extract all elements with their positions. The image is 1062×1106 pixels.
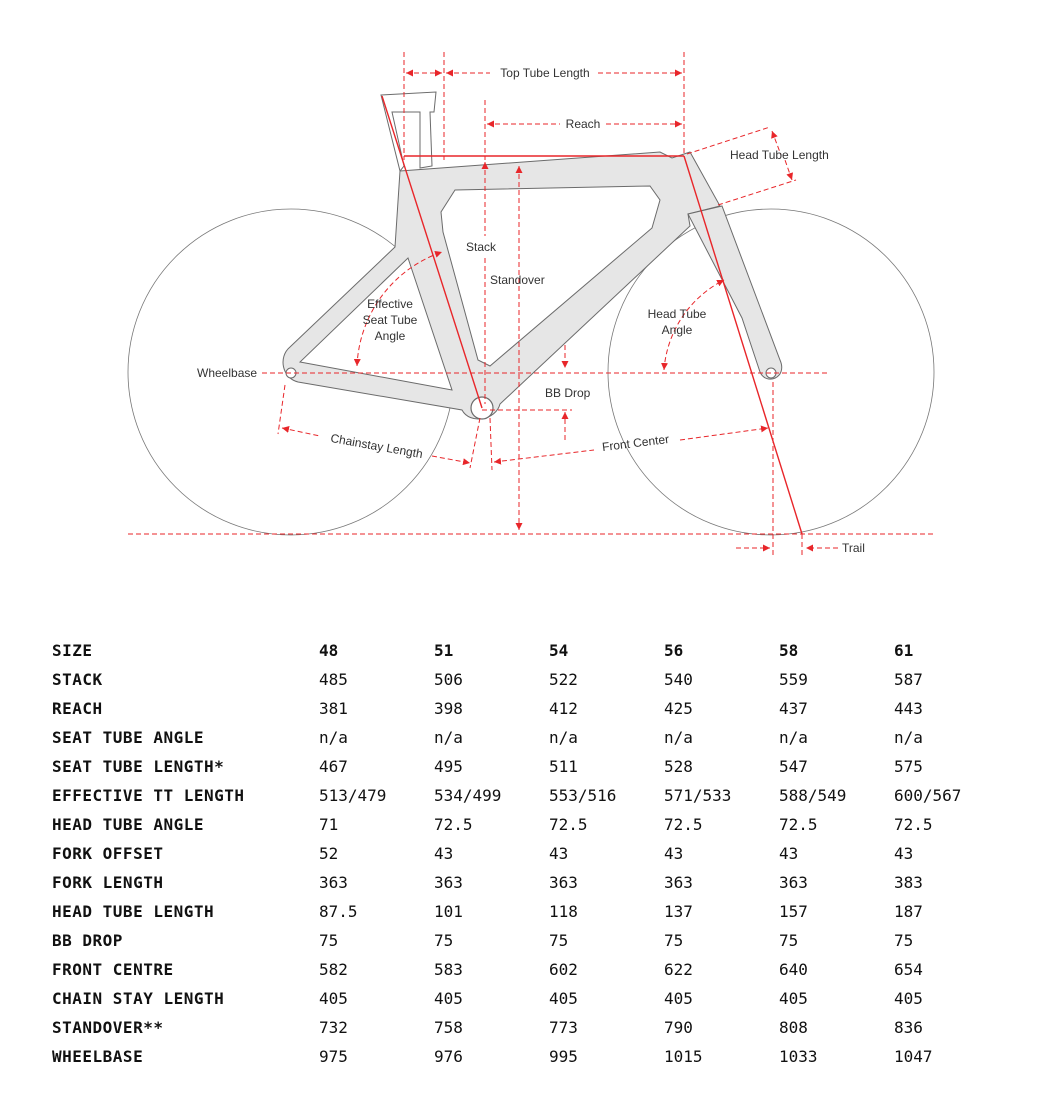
table-row bbox=[52, 984, 1009, 1013]
table-cell: 534/499 bbox=[434, 786, 502, 805]
table-cell: 52 bbox=[319, 844, 339, 863]
size-header-cell: 51 bbox=[434, 641, 454, 660]
row-label: BB DROP bbox=[52, 931, 123, 950]
table-cell: 405 bbox=[549, 989, 578, 1008]
table-cell: 398 bbox=[434, 699, 463, 718]
label-top-tube-length: Top Tube Length bbox=[500, 66, 590, 80]
table-cell: 75 bbox=[434, 931, 454, 950]
size-header-cell: 54 bbox=[549, 641, 569, 660]
table-cell: 467 bbox=[319, 757, 348, 776]
table-cell: 43 bbox=[434, 844, 454, 863]
table-cell: 157 bbox=[779, 902, 808, 921]
row-label: SEAT TUBE ANGLE bbox=[52, 728, 204, 747]
table-cell: 72.5 bbox=[549, 815, 588, 834]
table-cell: 1033 bbox=[779, 1047, 818, 1066]
table-cell: 522 bbox=[549, 670, 578, 689]
table-cell: 540 bbox=[664, 670, 693, 689]
table-cell: 575 bbox=[894, 757, 923, 776]
table-cell: 363 bbox=[779, 873, 808, 892]
table-cell: 118 bbox=[549, 902, 578, 921]
table-row bbox=[52, 723, 1009, 752]
table-cell: 72.5 bbox=[434, 815, 473, 834]
table-cell: 425 bbox=[664, 699, 693, 718]
table-row bbox=[52, 752, 1009, 781]
table-cell: 654 bbox=[894, 960, 923, 979]
table-cell: 437 bbox=[779, 699, 808, 718]
table-cell: 137 bbox=[664, 902, 693, 921]
table-cell: 75 bbox=[664, 931, 684, 950]
table-cell: 528 bbox=[664, 757, 693, 776]
table-cell: 547 bbox=[779, 757, 808, 776]
table-row bbox=[52, 694, 1009, 723]
table-cell: 75 bbox=[319, 931, 339, 950]
seatpost bbox=[381, 92, 436, 171]
table-row bbox=[52, 926, 1009, 955]
table-cell: 363 bbox=[664, 873, 693, 892]
table-cell: 405 bbox=[894, 989, 923, 1008]
table-cell: 75 bbox=[779, 931, 799, 950]
table-cell: n/a bbox=[894, 728, 923, 747]
table-cell: 43 bbox=[664, 844, 684, 863]
row-label: CHAIN STAY LENGTH bbox=[52, 989, 225, 1008]
table-cell: 1047 bbox=[894, 1047, 933, 1066]
row-label: FORK LENGTH bbox=[52, 873, 164, 892]
table-cell: 808 bbox=[779, 1018, 808, 1037]
table-cell: 600/567 bbox=[894, 786, 962, 805]
size-header-row bbox=[52, 636, 1009, 665]
row-label: HEAD TUBE LENGTH bbox=[52, 902, 215, 921]
geometry-table bbox=[52, 636, 1009, 1071]
size-header-label: SIZE bbox=[52, 641, 93, 660]
row-label: STACK bbox=[52, 670, 103, 689]
label-head-tube-angle-line2: Angle bbox=[661, 323, 693, 337]
table-cell: 187 bbox=[894, 902, 923, 921]
table-cell: 405 bbox=[434, 989, 463, 1008]
table-cell: 43 bbox=[894, 844, 914, 863]
table-cell: 582 bbox=[319, 960, 348, 979]
geometry-table-body bbox=[52, 636, 1009, 1071]
table-cell: 559 bbox=[779, 670, 808, 689]
table-cell: 43 bbox=[549, 844, 569, 863]
label-bb-drop: BB Drop bbox=[545, 386, 591, 400]
table-cell: 405 bbox=[319, 989, 348, 1008]
table-cell: 732 bbox=[319, 1018, 348, 1037]
table-row bbox=[52, 868, 1009, 897]
label-chainstay-length: Chainstay Length bbox=[329, 431, 424, 462]
label-head-tube-angle-line1: Head Tube bbox=[647, 307, 707, 321]
table-cell: 976 bbox=[434, 1047, 463, 1066]
label-stack: Stack bbox=[466, 240, 497, 254]
table-cell: 72.5 bbox=[664, 815, 703, 834]
size-header-cell: 58 bbox=[779, 641, 799, 660]
table-row bbox=[52, 1013, 1009, 1042]
table-cell: n/a bbox=[664, 728, 693, 747]
table-cell: 75 bbox=[894, 931, 914, 950]
table-cell: n/a bbox=[434, 728, 463, 747]
label-wheelbase: Wheelbase bbox=[197, 366, 258, 380]
table-cell: 75 bbox=[549, 931, 569, 950]
table-row bbox=[52, 839, 1009, 868]
row-label: HEAD TUBE ANGLE bbox=[52, 815, 204, 834]
table-cell: 571/533 bbox=[664, 786, 732, 805]
row-label: FORK OFFSET bbox=[52, 844, 164, 863]
table-row bbox=[52, 665, 1009, 694]
table-cell: n/a bbox=[319, 728, 348, 747]
table-cell: 790 bbox=[664, 1018, 693, 1037]
table-cell: 588/549 bbox=[779, 786, 847, 805]
table-cell: 87.5 bbox=[319, 902, 358, 921]
label-standover: Standover bbox=[490, 273, 545, 287]
size-header-cell: 61 bbox=[894, 641, 914, 660]
table-row bbox=[52, 810, 1009, 839]
table-cell: 995 bbox=[549, 1047, 578, 1066]
table-cell: 513/479 bbox=[319, 786, 387, 805]
table-cell: 622 bbox=[664, 960, 693, 979]
table-cell: 602 bbox=[549, 960, 578, 979]
table-cell: 363 bbox=[319, 873, 348, 892]
table-cell: 511 bbox=[549, 757, 578, 776]
table-cell: 405 bbox=[664, 989, 693, 1008]
table-cell: 43 bbox=[779, 844, 799, 863]
table-cell: 363 bbox=[434, 873, 463, 892]
label-effective-seat-tube-angle-line2: Seat Tube bbox=[362, 313, 418, 327]
table-cell: 836 bbox=[894, 1018, 923, 1037]
table-cell: 1015 bbox=[664, 1047, 703, 1066]
row-label: WHEELBASE bbox=[52, 1047, 144, 1066]
table-cell: n/a bbox=[779, 728, 808, 747]
table-cell: 412 bbox=[549, 699, 578, 718]
table-cell: 495 bbox=[434, 757, 463, 776]
table-cell: 758 bbox=[434, 1018, 463, 1037]
table-row bbox=[52, 781, 1009, 810]
row-label: EFFECTIVE TT LENGTH bbox=[52, 786, 245, 805]
table-cell: 640 bbox=[779, 960, 808, 979]
table-cell: n/a bbox=[549, 728, 578, 747]
table-cell: 72.5 bbox=[779, 815, 818, 834]
size-header-cell: 48 bbox=[319, 641, 339, 660]
row-label: STANDOVER** bbox=[52, 1018, 164, 1037]
size-header-cell: 56 bbox=[664, 641, 684, 660]
table-cell: 553/516 bbox=[549, 786, 617, 805]
table-cell: 405 bbox=[779, 989, 808, 1008]
table-cell: 72.5 bbox=[894, 815, 933, 834]
label-front-center: Front Center bbox=[601, 431, 670, 455]
table-cell: 506 bbox=[434, 670, 463, 689]
label-effective-seat-tube-angle-line1: Effective bbox=[367, 297, 413, 311]
table-cell: 101 bbox=[434, 902, 463, 921]
table-cell: 485 bbox=[319, 670, 348, 689]
table-cell: 975 bbox=[319, 1047, 348, 1066]
table-cell: 71 bbox=[319, 815, 339, 834]
table-row bbox=[52, 1042, 1009, 1071]
table-cell: 773 bbox=[549, 1018, 578, 1037]
table-cell: 583 bbox=[434, 960, 463, 979]
table-cell: 443 bbox=[894, 699, 923, 718]
table-cell: 587 bbox=[894, 670, 923, 689]
label-head-tube-length: Head Tube Length bbox=[730, 148, 829, 162]
table-cell: 381 bbox=[319, 699, 348, 718]
label-effective-seat-tube-angle-line3: Angle bbox=[374, 329, 406, 343]
row-label: FRONT CENTRE bbox=[52, 960, 174, 979]
table-row bbox=[52, 897, 1009, 926]
label-trail: Trail bbox=[842, 541, 865, 555]
row-label: SEAT TUBE LENGTH* bbox=[52, 757, 225, 776]
table-cell: 383 bbox=[894, 873, 923, 892]
table-row bbox=[52, 955, 1009, 984]
table-cell: 363 bbox=[549, 873, 578, 892]
row-label: REACH bbox=[52, 699, 103, 718]
label-reach: Reach bbox=[565, 117, 601, 131]
